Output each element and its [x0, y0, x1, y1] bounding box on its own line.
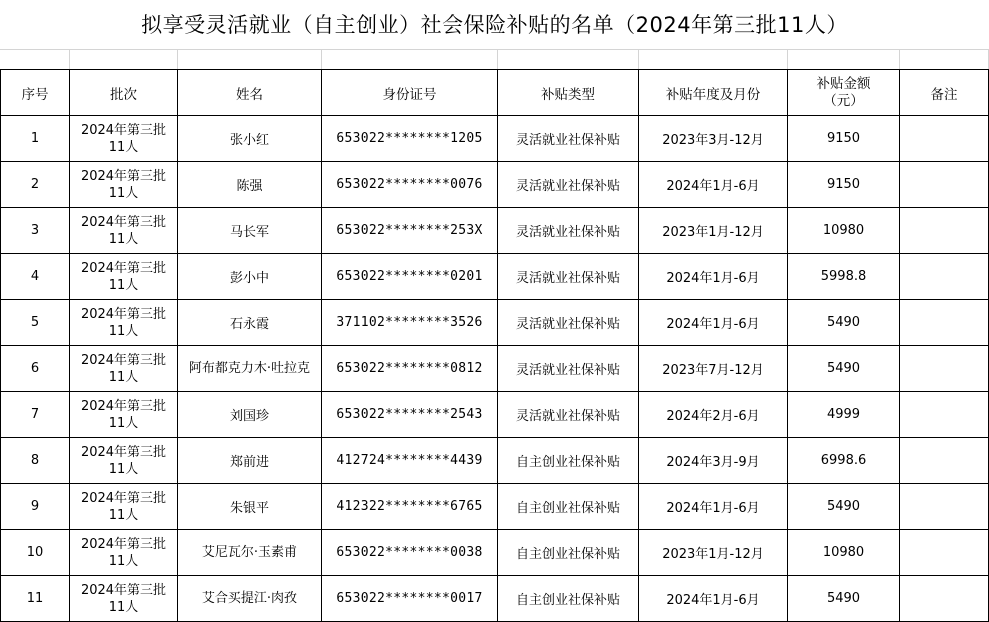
- cell-note[interactable]: [900, 254, 989, 300]
- table-row: [1, 208, 989, 254]
- cell-period[interactable]: 2023年7月-12月: [639, 346, 788, 392]
- cell-period[interactable]: 2024年1月-6月: [639, 254, 788, 300]
- cell-name[interactable]: 艾合买提江·肉孜: [178, 576, 322, 622]
- table-row: [1, 576, 989, 622]
- table-row: [1, 162, 989, 208]
- table-row: [1, 116, 989, 162]
- cell-seq[interactable]: 10: [1, 530, 70, 576]
- cell-seq[interactable]: 3: [1, 208, 70, 254]
- header-amount[interactable]: 补贴金额（元）: [788, 70, 900, 116]
- table-row: [1, 438, 989, 484]
- cell-name[interactable]: 郑前进: [178, 438, 322, 484]
- cell-amount[interactable]: 9150: [788, 116, 900, 162]
- cell-name[interactable]: 马长军: [178, 208, 322, 254]
- cell-id[interactable]: 412322********6765: [322, 484, 498, 530]
- cell-id[interactable]: 653022********2543: [322, 392, 498, 438]
- cell-period[interactable]: 2024年3月-9月: [639, 438, 788, 484]
- empty-cell[interactable]: [899, 50, 989, 69]
- cell-type[interactable]: 自主创业社保补贴: [498, 484, 639, 530]
- cell-id[interactable]: 412724********4439: [322, 438, 498, 484]
- cell-amount[interactable]: 6998.6: [788, 438, 900, 484]
- cell-note[interactable]: [900, 300, 989, 346]
- header-type[interactable]: 补贴类型: [498, 70, 639, 116]
- cell-seq[interactable]: 8: [1, 438, 70, 484]
- empty-spreadsheet-row: [0, 50, 989, 69]
- header-period[interactable]: 补贴年度及月份: [639, 70, 788, 116]
- cell-note[interactable]: [900, 116, 989, 162]
- cell-name[interactable]: 艾尼瓦尔·玉素甫: [178, 530, 322, 576]
- cell-type[interactable]: 自主创业社保补贴: [498, 576, 639, 622]
- cell-batch[interactable]: 2024年第三批11人: [70, 300, 178, 346]
- subsidy-table: [0, 69, 989, 622]
- table-row: [1, 300, 989, 346]
- cell-period[interactable]: 2023年1月-12月: [639, 530, 788, 576]
- cell-note[interactable]: [900, 484, 989, 530]
- cell-type[interactable]: 灵活就业社保补贴: [498, 346, 639, 392]
- cell-note[interactable]: [900, 162, 989, 208]
- cell-id[interactable]: 653022********0812: [322, 346, 498, 392]
- cell-seq[interactable]: 7: [1, 392, 70, 438]
- cell-name[interactable]: 朱银平: [178, 484, 322, 530]
- header-name[interactable]: 姓名: [178, 70, 322, 116]
- header-seq[interactable]: 序号: [1, 70, 70, 116]
- cell-batch[interactable]: 2024年第三批11人: [70, 208, 178, 254]
- cell-type[interactable]: 自主创业社保补贴: [498, 438, 639, 484]
- cell-batch[interactable]: 2024年第三批11人: [70, 162, 178, 208]
- cell-name[interactable]: 彭小中: [178, 254, 322, 300]
- page-title: 拟享受灵活就业（自主创业）社会保险补贴的名单（2024年第三批11人）: [141, 13, 848, 37]
- cell-batch[interactable]: 2024年第三批11人: [70, 576, 178, 622]
- cell-type[interactable]: 灵活就业社保补贴: [498, 392, 639, 438]
- cell-note[interactable]: [900, 530, 989, 576]
- table-header-row: [1, 70, 989, 116]
- cell-id[interactable]: 653022********1205: [322, 116, 498, 162]
- cell-period[interactable]: 2023年3月-12月: [639, 116, 788, 162]
- table-row: [1, 254, 989, 300]
- table-row: [1, 392, 989, 438]
- cell-note[interactable]: [900, 346, 989, 392]
- table-row: [1, 484, 989, 530]
- cell-batch[interactable]: 2024年第三批11人: [70, 484, 178, 530]
- cell-name[interactable]: 刘国珍: [178, 392, 322, 438]
- cell-type[interactable]: 自主创业社保补贴: [498, 530, 639, 576]
- cell-amount[interactable]: 9150: [788, 162, 900, 208]
- cell-batch[interactable]: 2024年第三批11人: [70, 392, 178, 438]
- cell-type[interactable]: 灵活就业社保补贴: [498, 208, 639, 254]
- cell-period[interactable]: 2024年1月-6月: [639, 576, 788, 622]
- table-row: [1, 530, 989, 576]
- cell-type[interactable]: 灵活就业社保补贴: [498, 116, 639, 162]
- cell-period[interactable]: 2024年1月-6月: [639, 300, 788, 346]
- cell-seq[interactable]: 2: [1, 162, 70, 208]
- cell-id[interactable]: 653022********0201: [322, 254, 498, 300]
- cell-id[interactable]: 653022********0076: [322, 162, 498, 208]
- empty-cell[interactable]: [0, 50, 70, 69]
- cell-amount[interactable]: 10980: [788, 208, 900, 254]
- empty-cell[interactable]: [497, 50, 639, 69]
- empty-cell[interactable]: [69, 50, 178, 69]
- cell-seq[interactable]: 11: [1, 576, 70, 622]
- cell-batch[interactable]: 2024年第三批11人: [70, 116, 178, 162]
- cell-batch[interactable]: 2024年第三批11人: [70, 254, 178, 300]
- empty-cell[interactable]: [638, 50, 788, 69]
- cell-amount[interactable]: 5998.8: [788, 254, 900, 300]
- cell-amount[interactable]: 10980: [788, 530, 900, 576]
- cell-id[interactable]: 653022********253X: [322, 208, 498, 254]
- cell-amount[interactable]: 5490: [788, 300, 900, 346]
- cell-name[interactable]: 石永霞: [178, 300, 322, 346]
- cell-seq[interactable]: 4: [1, 254, 70, 300]
- cell-seq[interactable]: 1: [1, 116, 70, 162]
- header-id[interactable]: 身份证号: [322, 70, 498, 116]
- cell-type[interactable]: 灵活就业社保补贴: [498, 300, 639, 346]
- cell-batch[interactable]: 2024年第三批11人: [70, 438, 178, 484]
- table-body: [1, 116, 989, 622]
- table-row: [1, 346, 989, 392]
- empty-cell[interactable]: [787, 50, 900, 69]
- cell-period[interactable]: 2024年1月-6月: [639, 162, 788, 208]
- cell-id[interactable]: 653022********0017: [322, 576, 498, 622]
- cell-batch[interactable]: 2024年第三批11人: [70, 346, 178, 392]
- cell-amount[interactable]: 5490: [788, 576, 900, 622]
- cell-amount[interactable]: 4999: [788, 392, 900, 438]
- cell-note[interactable]: [900, 208, 989, 254]
- empty-cell[interactable]: [177, 50, 322, 69]
- cell-note[interactable]: [900, 392, 989, 438]
- empty-cell[interactable]: [321, 50, 498, 69]
- cell-period[interactable]: 2024年1月-6月: [639, 484, 788, 530]
- cell-note[interactable]: [900, 576, 989, 622]
- cell-name[interactable]: 陈强: [178, 162, 322, 208]
- cell-id[interactable]: 371102********3526: [322, 300, 498, 346]
- cell-name[interactable]: 张小红: [178, 116, 322, 162]
- cell-seq[interactable]: 5: [1, 300, 70, 346]
- cell-name[interactable]: 阿布都克力木·吐拉克: [178, 346, 322, 392]
- cell-type[interactable]: 灵活就业社保补贴: [498, 254, 639, 300]
- cell-type[interactable]: 灵活就业社保补贴: [498, 162, 639, 208]
- header-note[interactable]: 备注: [900, 70, 989, 116]
- cell-seq[interactable]: 9: [1, 484, 70, 530]
- header-batch[interactable]: 批次: [70, 70, 178, 116]
- cell-batch[interactable]: 2024年第三批11人: [70, 530, 178, 576]
- cell-period[interactable]: 2023年1月-12月: [639, 208, 788, 254]
- cell-amount[interactable]: 5490: [788, 346, 900, 392]
- cell-period[interactable]: 2024年2月-6月: [639, 392, 788, 438]
- cell-id[interactable]: 653022********0038: [322, 530, 498, 576]
- cell-note[interactable]: [900, 438, 989, 484]
- cell-amount[interactable]: 5490: [788, 484, 900, 530]
- cell-seq[interactable]: 6: [1, 346, 70, 392]
